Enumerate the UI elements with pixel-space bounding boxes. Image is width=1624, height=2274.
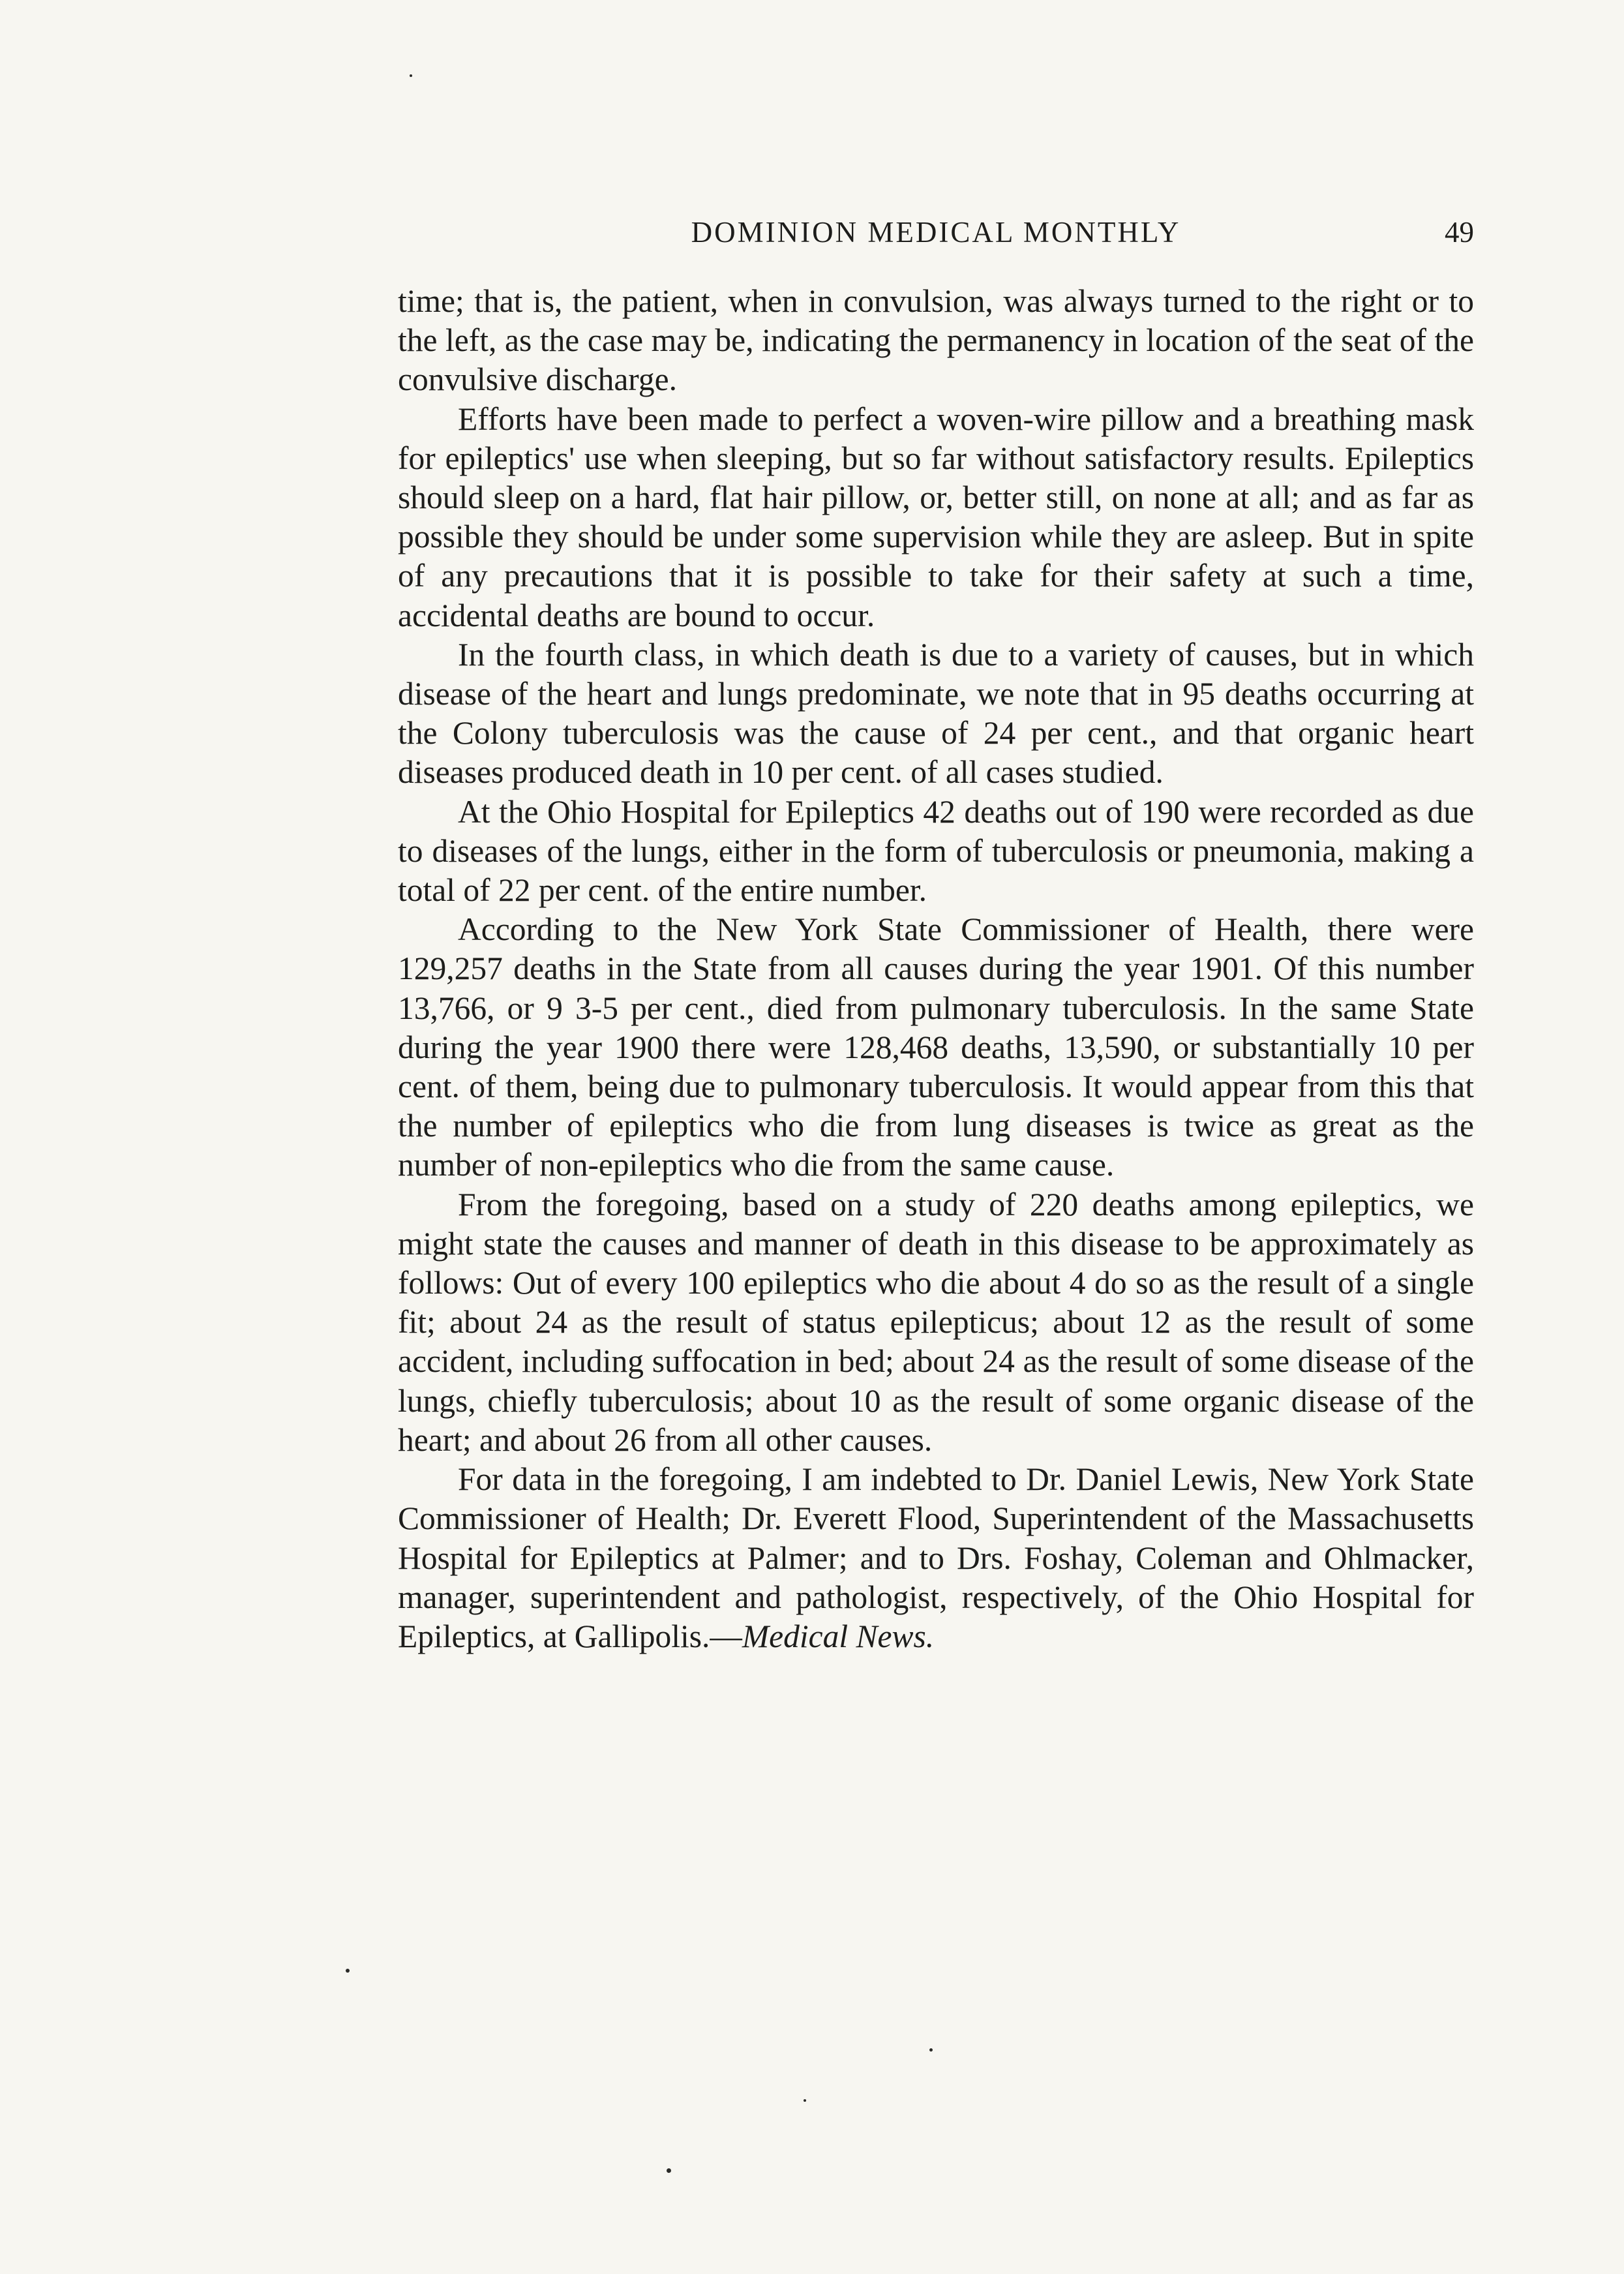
- page-number: 49: [1445, 216, 1474, 249]
- paragraph-pillow-mask: Efforts have been made to perfect a woven-wire pillow and a breathing mask for epileptics' use when sleeping, but so far without satisfactory results. Epileptics should sleep on a hard, flat hair pillow, or, better still, on none at all; and as far as possible they should be under some supervision while they are asleep. But in spite of any precautions that it is possible to take for their safety at such a time, accidental deaths are bound to occur.: [398, 401, 1474, 633]
- ink-speck: [410, 74, 412, 77]
- running-title: DOMINION MEDICAL MONTHLY: [691, 216, 1181, 249]
- body-text: [398, 282, 1474, 1656]
- paragraph-fourth-class: In the fourth class, in which death is due to a variety of causes, but in which disease of the heart and lungs predominate, we note that in 95 deaths occurring at the Colony tuberculosis was the cause of 24 per cent., and that organic heart diseases produced death in 10 per cent. of all cases studied.: [398, 636, 1474, 791]
- paragraph-continued: time; that is, the patient, when in convulsion, was always turned to the right or to the left, as the case may be, indicating the permanency in location of the seat of the convulsive discharge.: [398, 283, 1474, 398]
- source-citation: Medical News.: [742, 1618, 935, 1654]
- paragraph-new-york-statistics: According to the New York State Commissioner of Health, there were 129,257 deaths in the State from all causes during the year 1901. Of this number 13,766, or 9 3-5 per cent., died from pulmonary tuberculosis. In the same State during the year 1900 there were 128,468 deaths, 13,590, or substantially 10 per cent. of them, being due to pulmonary tuberculosis. It would appear from this that the number of epileptics who die from lung diseases is twice as great as the number of non-epileptics who die from the same cause.: [398, 911, 1474, 1183]
- paragraph-acknowledgements: [398, 1460, 1474, 1656]
- acknowledgements-text: For data in the foregoing, I am indebted to Dr. Daniel Lewis, New York State Commissioner of Health; Dr. Everett Flood, Superintendent of the Massachusetts Hospital for Epileptics at Palmer; and to Drs. Foshay, Coleman and Ohlmacker, manager, superintendent and pathologist, respectively, of the Ohio Hospital for Epileptics, at Gallipolis.—: [398, 1461, 1474, 1654]
- ink-speck: [929, 2048, 933, 2052]
- ink-speck: [804, 2099, 806, 2102]
- running-head: [398, 215, 1474, 258]
- paragraph-summary: From the foregoing, based on a study of 220 deaths among epileptics, we might state the causes and manner of death in this disease to be approximately as follows: Out of every 100 epileptics who die about 4 do so as the result of a single fit; about 24 as the result of status epilepticus; about 12 as the result of some accident, including suffocation in bed; about 24 as the result of some disease of the lungs, chiefly tuberculosis; about 10 as the result of some organic disease of the heart; and about 26 from all other causes.: [398, 1186, 1474, 1458]
- ink-speck: [346, 1969, 350, 1973]
- document-page: [398, 215, 1474, 1656]
- ink-speck: [667, 2168, 671, 2173]
- paragraph-ohio-hospital: At the Ohio Hospital for Epileptics 42 deaths out of 190 were recorded as due to diseases of the lungs, either in the form of tuberculosis or pneumonia, making a total of 22 per cent. of the entire number.: [398, 793, 1474, 909]
